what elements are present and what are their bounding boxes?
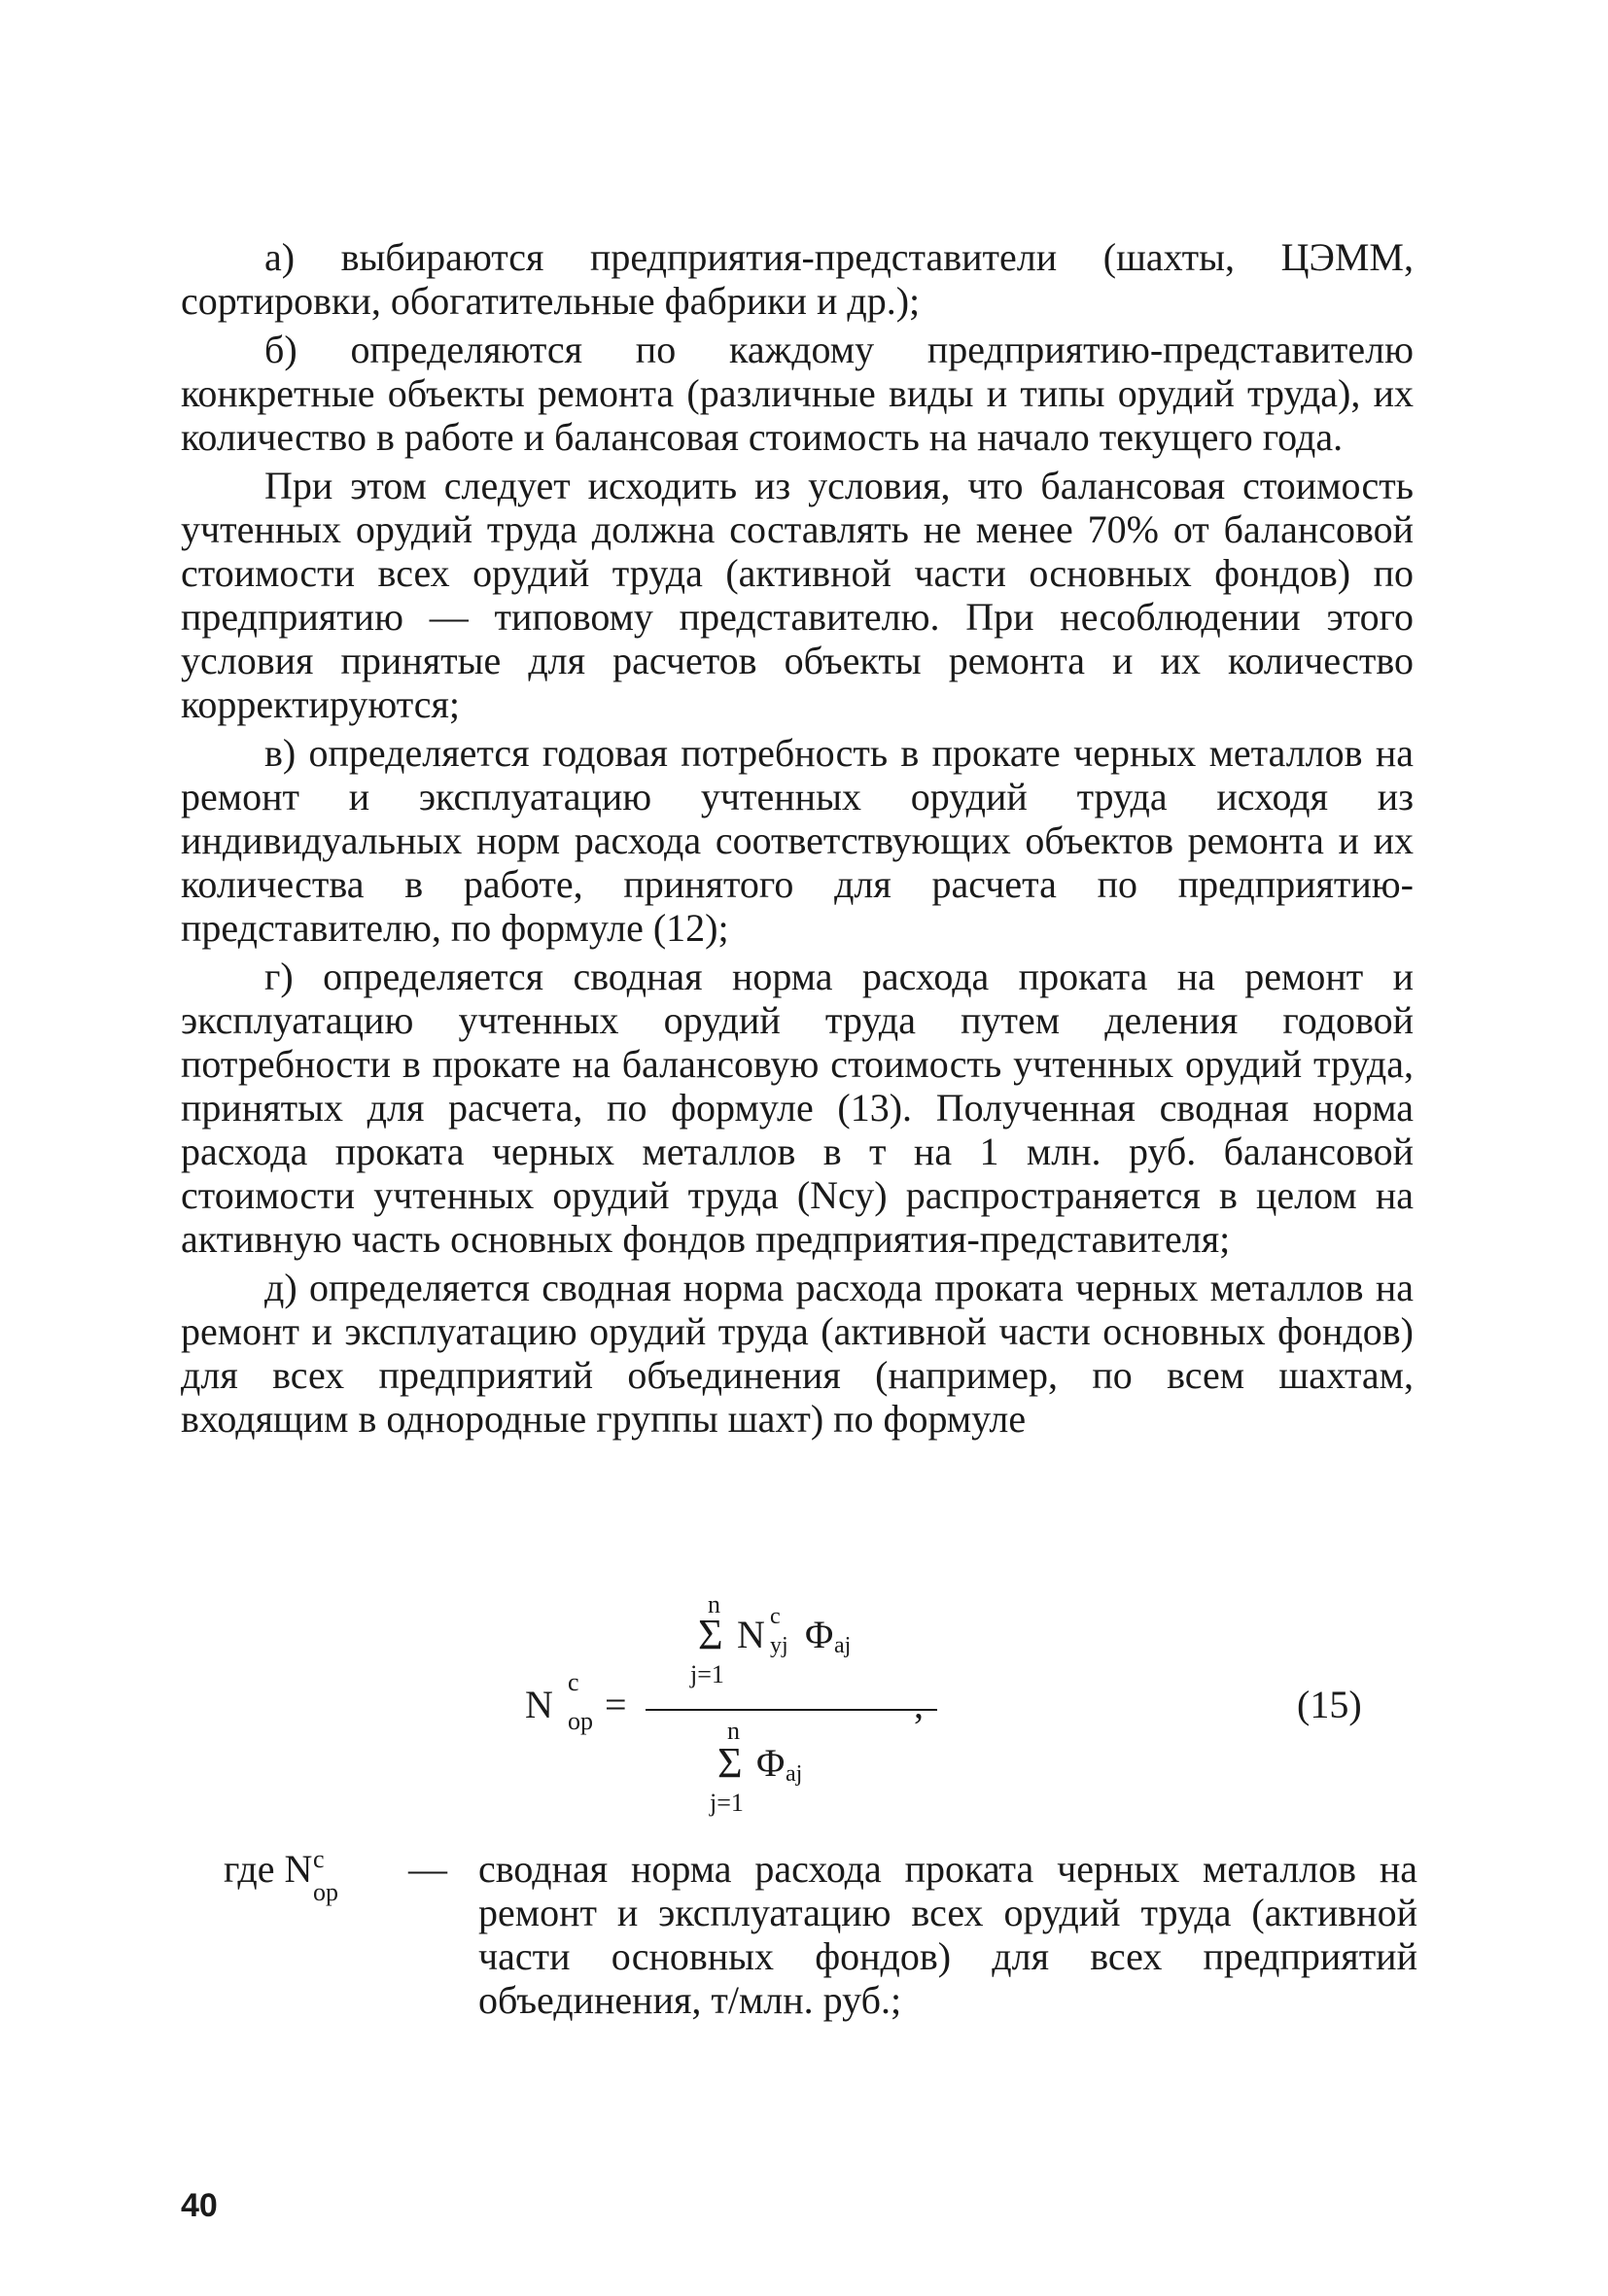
numerator-lower-limit: j=1: [690, 1660, 724, 1688]
denominator-upper-limit: n: [727, 1717, 740, 1745]
paragraph-g: г) определяется сводная норма расхода проката на ремонт и эксплуатацию учтенных орудий труда путем деления годовой потребности в прокате на балансовую стоимость учтенных орудий труда, принятых для расчета, по формуле (13). Полученная сводная норма расхода проката черных металлов в т на 1 млн. руб. балансовой стоимости учтенных орудий труда (Nсу) распространяется в целом на активную часть основных фондов предприятия-представителя;: [181, 955, 1414, 1261]
denominator-lower-limit: j=1: [710, 1789, 744, 1817]
denominator-sigma: Σ: [717, 1739, 743, 1787]
lhs-superscript: c: [568, 1668, 579, 1696]
where-lead-superscript: с: [313, 1845, 325, 1873]
formula-numerator: [690, 1590, 931, 1701]
numerator-phi: Φ: [805, 1613, 834, 1656]
body-text: [181, 235, 1414, 1445]
where-lead: [224, 1845, 338, 1906]
fraction-bar: [646, 1709, 937, 1711]
numerator-n-superscript: c: [770, 1604, 781, 1629]
numerator-n-symbol: N: [737, 1613, 765, 1656]
formula-15: [525, 1590, 1400, 1818]
paragraph-v: в) определяется годовая потребность в прокате черных металлов на ремонт и эксплуатацию учтенных орудий труда исходя из индивидуальных норм расхода соответствующих объектов ремонта и их количества в работе, принятого для расчета по предприятию-представителю, по формуле (12);: [181, 731, 1414, 950]
equation-number: (15): [1297, 1683, 1362, 1726]
lhs-subscript: op: [568, 1707, 593, 1735]
lhs-symbol: N: [525, 1683, 553, 1726]
where-lead-text: где N: [224, 1847, 313, 1891]
where-lead-subscript: ор: [313, 1878, 338, 1906]
numerator-phi-subscript: aj: [834, 1633, 852, 1658]
paragraph-b: б) определяются по каждому предприятию-представителю конкретные объекты ремонта (различные виды и типы орудий труда), их количество в работе и балансовая стоимость на начало текущего года.: [181, 328, 1414, 459]
numerator-upper-limit: n: [708, 1590, 720, 1618]
denominator-phi-subscript: aj: [786, 1761, 803, 1787]
where-definition-text: сводная норма расхода проката черных металлов на ремонт и эксплуатацию всех орудий труда (активной части основных фондов) для всех предприятий объединения, т/млн. руб.;: [478, 1847, 1417, 2022]
equals-sign: =: [605, 1683, 627, 1726]
formula-denominator: [710, 1717, 912, 1824]
paragraph-a: а) выбираются предприятия-представители (шахты, ЦЭММ, сортировки, обогатительные фабрики и др.);: [181, 235, 1414, 323]
page-number: 40: [181, 2187, 218, 2224]
paragraph-condition: При этом следует исходить из условия, что балансовая стоимость учтенных орудий труда должна составлять не менее 70% от балансовой стоимости всех орудий труда (активной части основных фондов) по предприятию — типовому представителю. При несоблюдении этого условия принятые для расчетов объекты ремонта и их количество корректируются;: [181, 464, 1414, 726]
formula-lhs: [525, 1668, 593, 1735]
formula-comma: ,: [914, 1683, 924, 1726]
denominator-phi: Φ: [756, 1741, 786, 1785]
numerator-n-subscript: yj: [770, 1633, 788, 1658]
where-dash: —: [408, 1847, 447, 1891]
numerator-sigma: Σ: [698, 1611, 723, 1658]
paragraph-d: д) определяется сводная норма расхода проката черных металлов на ремонт и эксплуатацию орудий труда (активной части основных фондов) для всех предприятий объединения (например, по всем шахтам, входящим в однородные группы шахт) по формуле: [181, 1266, 1414, 1441]
